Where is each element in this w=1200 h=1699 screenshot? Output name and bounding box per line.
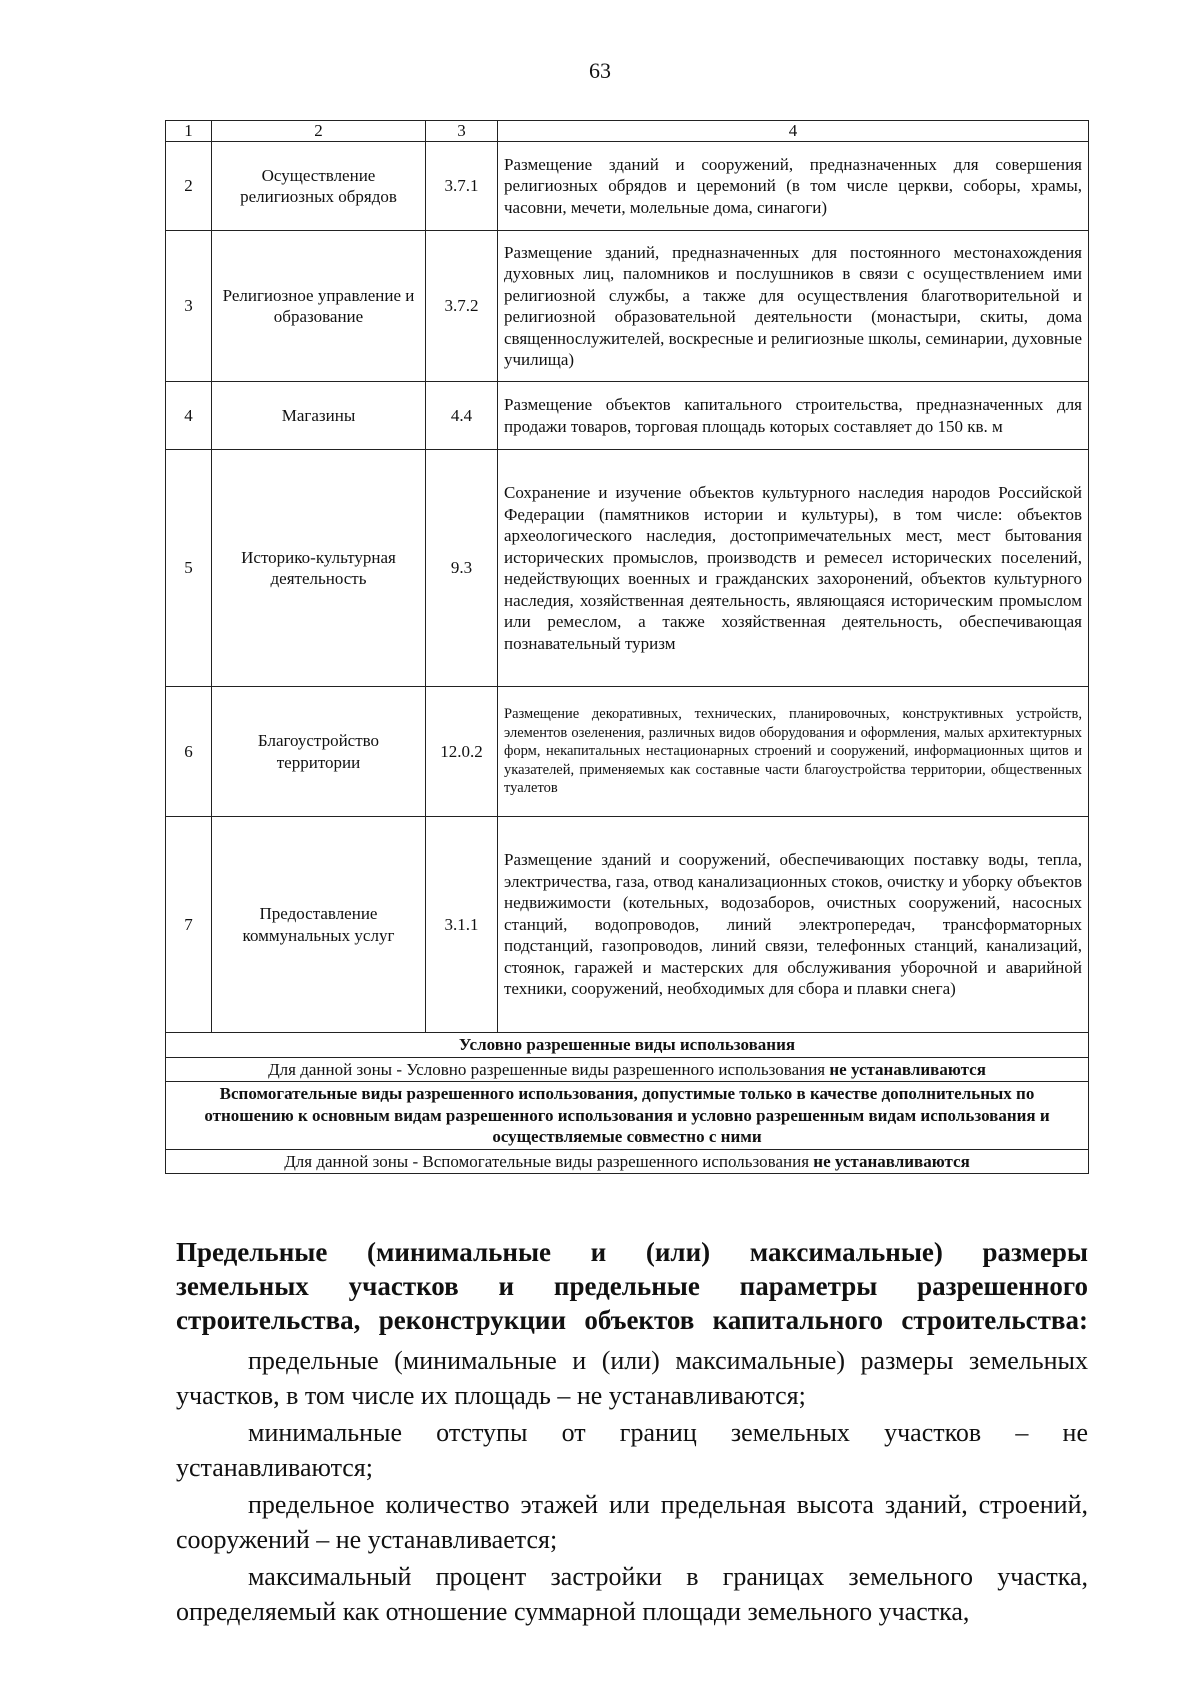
row-number: 5 xyxy=(166,450,212,687)
conditional-uses-heading-row xyxy=(166,1033,1089,1058)
row-number: 7 xyxy=(166,817,212,1033)
auxiliary-note-text: Для данной зоны - Вспомогательные виды разрешенного использования xyxy=(284,1151,810,1171)
page-number: 63 xyxy=(589,58,611,83)
table-row xyxy=(166,817,1089,1033)
use-name: Предоставление коммунальных услуг xyxy=(212,817,426,1033)
row-number: 3 xyxy=(166,231,212,382)
use-description: Размещение зданий и сооружений, предназначенных для совершения религиозных обрядов и церемоний (в том числе церкви, соборы, храмы, часовни, мечети, молельные дома, синагоги) xyxy=(498,142,1089,231)
row-number: 6 xyxy=(166,687,212,817)
heading-line: земельных участков и предельные параметры разрешенного xyxy=(176,1271,1088,1301)
paragraph: максимальный процент застройки в границах земельного участка, определяемый как отношение суммарной площади земельного участка, xyxy=(176,1562,1088,1626)
paragraph: минимальные отступы от границ земельных участков – не устанавливаются; xyxy=(176,1418,1088,1482)
table-row xyxy=(166,382,1089,450)
use-name: Магазины xyxy=(212,382,426,450)
use-name: Благоустройство территории xyxy=(212,687,426,817)
column-header-3: 3 xyxy=(426,121,498,142)
conditional-uses-heading: Условно разрешенные виды использования xyxy=(166,1033,1089,1058)
section-heading xyxy=(176,1235,1088,1337)
use-name: Религиозное управление и образование xyxy=(212,231,426,382)
auxiliary-uses-note xyxy=(166,1149,1089,1174)
table-header-row xyxy=(166,121,1089,142)
use-description: Размещение объектов капитального строительства, предназначенных для продажи товаров, торговая площадь которых составляет до 150 кв. м xyxy=(498,382,1089,450)
row-number: 4 xyxy=(166,382,212,450)
conditional-uses-note-row xyxy=(166,1057,1089,1082)
auxiliary-uses-heading: Вспомогательные виды разрешенного использования, допустимые только в качестве дополнительных по отношению к основным видам разрешенного использования и условно разрешенным видам использования и осуществляемые совместно с ними xyxy=(166,1082,1089,1150)
use-code: 12.0.2 xyxy=(426,687,498,817)
use-code: 3.7.2 xyxy=(426,231,498,382)
conditional-note-bold: не устанавливаются xyxy=(829,1059,986,1079)
paragraph: предельные (минимальные и (или) максимальные) размеры земельных участков, в том числе их площадь – не устанавливаются; xyxy=(176,1346,1088,1410)
column-header-1: 1 xyxy=(166,121,212,142)
table-row xyxy=(166,450,1089,687)
column-header-2: 2 xyxy=(212,121,426,142)
use-code: 9.3 xyxy=(426,450,498,687)
use-code: 4.4 xyxy=(426,382,498,450)
permitted-use-table xyxy=(165,120,1089,1174)
table-row xyxy=(166,142,1089,231)
use-description: Размещение декоративных, технических, планировочных, конструктивных устройств, элементов озеленения, различных видов оборудования и оформления, малых архитектурных форм, некапитальных нестационарных строений и сооружений, информационных щитов и указателей, применяемых как составные части благоустройства территории, общественных туалетов xyxy=(498,687,1089,817)
use-name: Историко-культурная деятельность xyxy=(212,450,426,687)
use-code: 3.7.1 xyxy=(426,142,498,231)
column-header-4: 4 xyxy=(498,121,1089,142)
use-description: Размещение зданий и сооружений, обеспечивающих поставку воды, тепла, электричества, газа, отвод канализационных стоков, очистку и уборку объектов недвижимости (котельных, водозаборов, очистных сооружений, насосных станций, водопроводов, линий электропередач, трансформаторных подстанций, газопроводов, линий связи, телефонных станций, канализаций, стоянок, гаражей и мастерских для обслуживания уборочной и аварийной техники, сооружений, необходимых для сбора и плавки снега) xyxy=(498,817,1089,1033)
auxiliary-note-bold: не устанавливаются xyxy=(813,1151,970,1171)
auxiliary-uses-heading-row xyxy=(166,1082,1089,1150)
use-description: Размещение зданий, предназначенных для постоянного местонахождения духовных лиц, паломников и послушников в связи с осуществлением ими религиозной службы, а также для осуществления благотворительной и религиозной образовательной деятельности (монастыри, скиты, дома священнослужителей, воскресные и религиозные школы, семинарии, духовные училища) xyxy=(498,231,1089,382)
heading-line: строительства, реконструкции объектов капитального строительства: xyxy=(176,1305,1088,1335)
table-row xyxy=(166,687,1089,817)
table-row xyxy=(166,231,1089,382)
conditional-note-text: Для данной зоны - Условно разрешенные виды разрешенного использования xyxy=(268,1059,826,1079)
use-description: Сохранение и изучение объектов культурного наследия народов Российской Федерации (памятников истории и культуры), в том числе: объектов археологического наследия, достопримечательных мест, мест бытования исторических промыслов, производств и ремесел исторических поселений, недействующих военных и гражданских захоронений, объектов культурного наследия, хозяйственная деятельность, являющаяся историческим промыслом или ремеслом, а также хозяйственная деятельность, обеспечивающая познавательный туризм xyxy=(498,450,1089,687)
row-number: 2 xyxy=(166,142,212,231)
auxiliary-uses-note-row xyxy=(166,1149,1089,1174)
conditional-uses-note xyxy=(166,1057,1089,1082)
use-name: Осуществление религиозных обрядов xyxy=(212,142,426,231)
heading-line: Предельные (минимальные и (или) максимальные) размеры xyxy=(176,1237,1088,1267)
use-code: 3.1.1 xyxy=(426,817,498,1033)
paragraph: предельное количество этажей или предельная высота зданий, строений, сооружений – не устанавливается; xyxy=(176,1490,1088,1554)
